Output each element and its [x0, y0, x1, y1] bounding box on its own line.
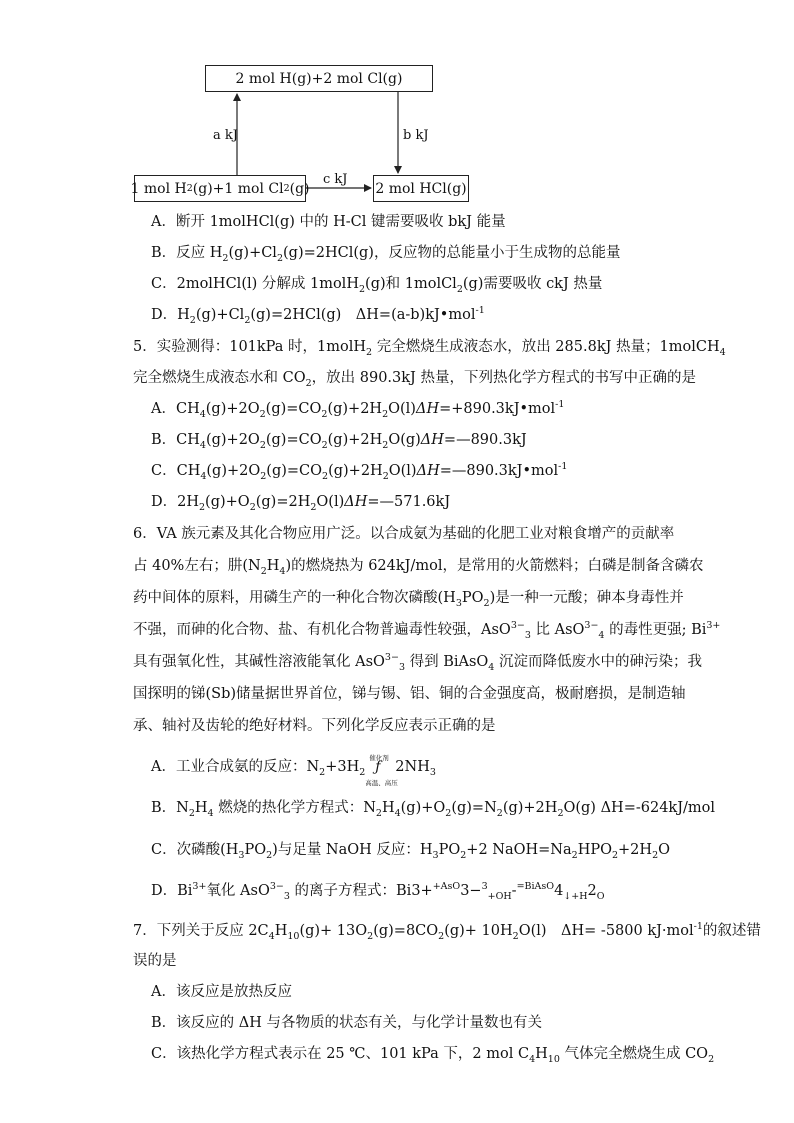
q6-option-b: B．$N_2H_4$ 燃烧的热化学方程式：$N_2H_4(g)+O_2(g)=N_2(g)+2H_2O(g)$ ΔH=-624kJ/mol — [151, 800, 716, 819]
q5-option-a: A．$CH_4(g)+2O_2(g)=CO_2(g)+2H_2O(l)\Delta H=+890.3kJ•mol^{-1}$ — [151, 399, 565, 420]
q6-stem-line3: 药中间体的原料，用磷生产的一种化合物次磷酸$(H_3PO_2)$是一种一元酸；砷本身毒性并 — [133, 590, 684, 609]
q6-option-a: A．工业合成氨的反应：$N_2+3H_2$ 催化剂 ƒ 高温、高压 $2NH_3$ — [151, 754, 436, 787]
energy-diagram — [120, 55, 480, 205]
q4-option-c: C．2molHCl(l) 分解成 1molH$_2$(g)和 1molCl$_2$(g)需要吸收 ckJ 热量 — [151, 276, 603, 295]
q4-option-b: B．反应 $H_2(g)+Cl_2(g)=2HCl(g)$，反应物的总能量小于生成物的总能量 — [151, 245, 621, 264]
q7-option-b: B．该反应的 ΔH 与各物质的状态有关，与化学计量数也有关 — [151, 1015, 542, 1031]
top-energy-box: 2 mol H(g)+2 mol Cl(g) — [205, 65, 433, 92]
q6-option-d: D．$Bi^{3+}$氧化 AsO$^{3-}_3$ 的离子方程式：$Bi3+^{+AsO}3-^3_{+OH}-^{=BiAsO}4_{↓+H}2_O$ — [151, 881, 605, 902]
q6-stem-line2: 占 40%左右；肼$(N_2H_4)$的燃烧热为 624kJ/mol，是常用的火箭燃料；白磷是制备含磷农 — [133, 558, 704, 577]
q5-option-b: B．$CH_4(g)+2O_2(g)=CO_2(g)+2H_2O(g)\Delta H=—890.3kJ$ — [151, 432, 527, 451]
label-a: a kJ — [213, 128, 238, 143]
q6-stem-line5: 具有强氧化性，其碱性溶液能氧化 AsO$^{3-}_3$ 得到 BiAsO$_4$ 沉淀而降低废水中的砷污染；我 — [133, 652, 702, 673]
q6-stem-line6: 国探明的锑(Sb)储量据世界首位，锑与锡、铝、铜的合金强度高，极耐磨损，是制造轴 — [133, 686, 686, 702]
label-c: c kJ — [323, 172, 348, 187]
q4-option-d: D．$H_2(g)+Cl_2(g)=2HCl(g)$ ΔH=(a-b)kJ•mol$^{-1}$ — [151, 305, 485, 326]
reactant-box: 1 mol H 2 (g)+1 mol Cl 2 (g) — [134, 175, 306, 202]
q6-stem-line4: 不强，而砷的化合物、盐、有机化合物普遍毒性较强，AsO$^{3-}_3$ 比 AsO$^{3-}_4$ 的毒性更强; $Bi^{3+}$ — [133, 620, 721, 641]
q7-option-c: C．该热化学方程式表示在 25 ℃、101 kPa 下，2 mol $C_4H_{10}$ 气体完全燃烧生成 $CO_2$ — [151, 1046, 715, 1065]
q6-option-c: C．次磷酸$(H_3PO_2)$与足量 NaOH 反应：$H_3PO_2+2$ $NaOH=Na_2HPO_2+2H_2O$ — [151, 842, 670, 861]
reaction-arrow: 催化剂 ƒ 高温、高压 — [365, 754, 398, 787]
q4-option-a: A．断开 1molHCl(g) 中的 H-Cl 键需要吸收 bkJ 能量 — [151, 214, 506, 230]
q7-stem-line1: 7．下列关于反应 $2C_4H_{10}(g)+ 13O_2(g)=8CO_2(g)+ 10H_2O(l)$ ΔH= -5800 kJ·mol$^{-1}$的叙述错 — [133, 921, 761, 942]
q5-stem-line2: 完全燃烧生成液态水和 $CO_2$，放出 890.3kJ 热量，下列热化学方程式的书写中正确的是 — [133, 370, 696, 389]
q7-stem-line2: 误的是 — [133, 953, 177, 969]
q5-option-c: C．$CH_4(g)+2O_2(g)=CO_2(g)+2H_2O(l)\Delta H=—890.3kJ•mol^{-1}$ — [151, 461, 568, 482]
q6-stem-line1: 6．VA 族元素及其化合物应用广泛。以合成氨为基础的化肥工业对粮食增产的贡献率 — [133, 526, 675, 542]
q5-stem-line1: 5．实验测得：101kPa 时，1molH$_2$ 完全燃烧生成液态水，放出 285.8kJ 热量；1molCH$_4$ — [133, 339, 726, 358]
q5-option-d: D．$2H_2(g)+O_2(g)=2H_2O(l)\Delta H=—571.6kJ$ — [151, 494, 451, 513]
label-b: b kJ — [403, 128, 429, 143]
product-box: 2 mol HCl(g) — [373, 175, 469, 202]
q6-stem-line7: 承、轴衬及齿轮的绝好材料。下列化学反应表示正确的是 — [133, 718, 496, 734]
q7-option-a: A．该反应是放热反应 — [151, 984, 292, 1000]
